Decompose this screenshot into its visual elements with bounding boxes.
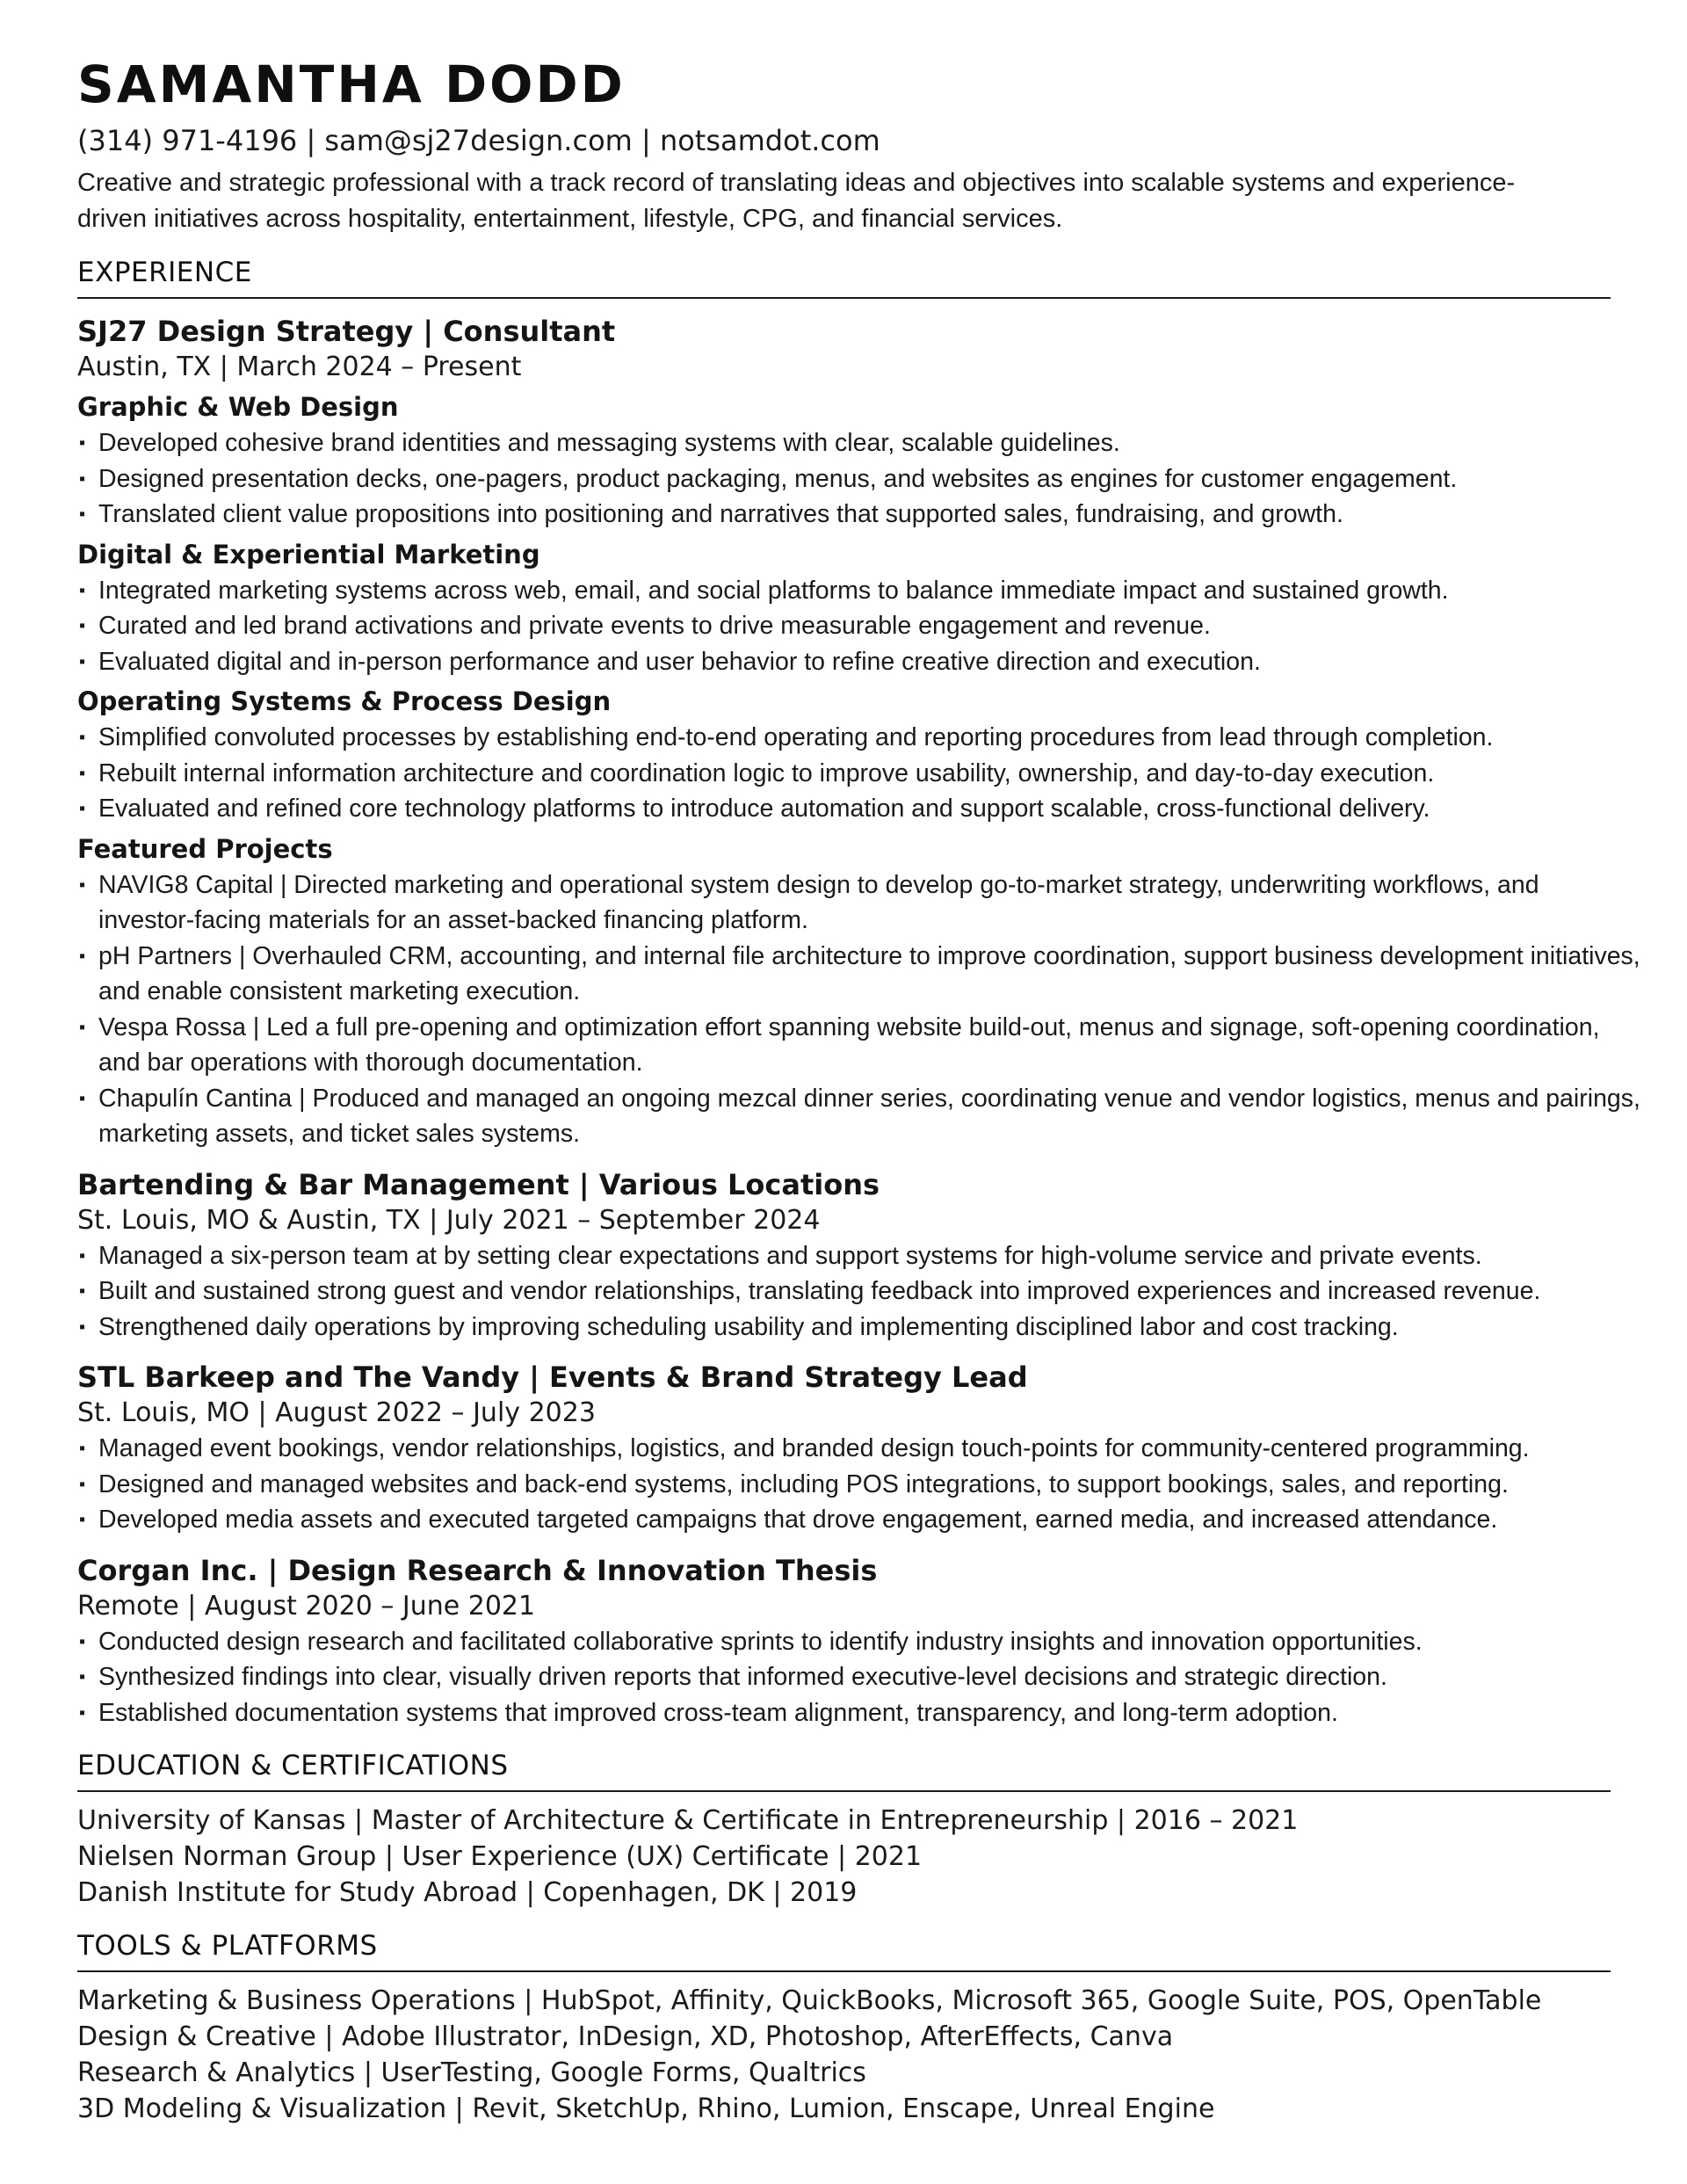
education-heading: EDUCATION & CERTIFICATIONS (77, 1746, 1611, 1792)
contact-line: (314) 971-4196 | sam@sj27design.com | notsamdot.com (77, 124, 880, 157)
bullet-list (77, 720, 1617, 827)
bullet-text: Conducted design research and facilitated collaborative sprints to identify industry insights and innovation opportunities. (98, 1627, 1423, 1656)
education-entry: Danish Institute for Study Abroad | Copenhagen, DK | 2019 (77, 1877, 858, 1908)
bullet-icon: ▪ (79, 1510, 86, 1529)
bullet-text: Chapulín Cantina | Produced and managed an ongoing mezcal dinner series, coordinating venue and vendor logistics, menus and pairings, marketing assets, and ticket sales systems. (98, 1084, 1640, 1148)
bullet-item (77, 1238, 1640, 1274)
bullet-icon: ▪ (79, 1631, 86, 1651)
job-location-dates: St. Louis, MO & Austin, TX | July 2021 – September 2024 (77, 1204, 821, 1236)
education-entry: Nielsen Norman Group | User Experience (UX) Certificate | 2021 (77, 1841, 923, 1872)
bullet-text: Developed cohesive brand identities and messaging systems with clear, scalable guidelines. (98, 429, 1120, 457)
job-subsection-title: Featured Projects (77, 833, 333, 864)
tools-entry: Marketing & Business Operations | HubSpot, Affinity, QuickBooks, Microsoft 365, Google Suite, POS, OpenTable (77, 1985, 1542, 2016)
bullet-item (77, 608, 1640, 644)
tools-heading: TOOLS & PLATFORMS (77, 1926, 1611, 1972)
bullet-item (77, 425, 1640, 461)
job-entry (77, 1552, 1617, 1731)
job-entry (77, 1166, 1617, 1346)
bullet-text: Built and sustained strong guest and vendor relationships, translating feedback into improved experiences and increased revenue. (98, 1277, 1541, 1305)
job-location-dates: Remote | August 2020 – June 2021 (77, 1590, 536, 1622)
bullet-icon: ▪ (79, 1702, 86, 1723)
job-subsection-title: Digital & Experiential Marketing (77, 539, 540, 570)
professional-summary: Creative and strategic professional with a track record of translating ideas and objectives into scalable systems and experience-driven initiatives across hospitality, entertainment, lifestyle, CPG, and financial services. (77, 169, 1516, 233)
bullet-icon: ▪ (79, 651, 86, 671)
bullet-item (77, 1310, 1640, 1346)
bullet-item (77, 461, 1640, 497)
bullet-text: Strengthened daily operations by improving scheduling usability and implementing disciplined labor and cost tracking. (98, 1312, 1399, 1341)
bullet-item (77, 720, 1640, 756)
job-title: Bartending & Bar Management | Various Locations (77, 1167, 880, 1201)
bullet-icon: ▪ (79, 1474, 86, 1494)
tools-entry: Design & Creative | Adobe Illustrator, InDesign, XD, Photoshop, AfterEffects, Canva (77, 2021, 1174, 2052)
bullet-icon: ▪ (79, 468, 86, 489)
experience-heading: EXPERIENCE (77, 253, 1611, 299)
bullet-list (77, 573, 1617, 680)
bullet-item (77, 1081, 1640, 1152)
bullet-item (77, 497, 1640, 533)
bullet-icon: ▪ (79, 799, 86, 818)
bullet-item (77, 1659, 1640, 1695)
bullet-list (77, 867, 1640, 1152)
job-subsection-title: Operating Systems & Process Design (77, 686, 612, 716)
bullet-item (77, 1695, 1640, 1731)
education-entry: University of Kansas | Master of Architecture & Certificate in Entrepreneurship | 2016 – 2021 (77, 1805, 1299, 1836)
bullet-icon: ▪ (79, 580, 86, 600)
bullet-text: Vespa Rossa | Led a full pre-opening and optimization effort spanning website build-out, menus and signage, soft-opening coordination, and bar operations with thorough documentation. (98, 1012, 1600, 1077)
bullet-item (77, 1624, 1640, 1660)
bullet-icon: ▪ (79, 1017, 86, 1037)
bullet-icon: ▪ (79, 1245, 86, 1266)
bullet-item (77, 1502, 1640, 1538)
bullet-item (77, 1431, 1640, 1467)
bullet-text: Curated and led brand activations and private events to drive measurable engagement and revenue. (98, 612, 1211, 640)
job-title: STL Barkeep and The Vandy | Events & Brand Strategy Lead (77, 1360, 1028, 1394)
job-title: SJ27 Design Strategy | Consultant (77, 315, 616, 348)
bullet-icon: ▪ (79, 1667, 86, 1687)
bullet-text: Established documentation systems that improved cross-team alignment, transparency, and long-term adoption. (98, 1698, 1338, 1727)
job-location-dates: St. Louis, MO | August 2022 – July 2023 (77, 1397, 596, 1428)
bullet-text: Integrated marketing systems across web, email, and social platforms to balance immediate impact and sustained growth. (98, 576, 1449, 605)
bullet-icon: ▪ (79, 616, 86, 635)
bullet-text: pH Partners | Overhauled CRM, accounting, and internal file architecture to improve coordination, support business development initiatives, and enable consistent marketing execution. (98, 941, 1640, 1005)
bullet-item (77, 756, 1640, 792)
bullet-item (77, 1010, 1640, 1081)
job-entry (77, 313, 1640, 1152)
bullet-icon: ▪ (79, 763, 86, 783)
bullet-icon: ▪ (79, 1439, 86, 1458)
bullet-icon: ▪ (79, 1281, 86, 1301)
bullet-icon: ▪ (79, 1088, 86, 1108)
bullet-item (77, 644, 1640, 680)
bullet-text: Developed media assets and executed targeted campaigns that drove engagement, earned media, and increased attendance. (98, 1506, 1498, 1534)
tools-entry: Research & Analytics | UserTesting, Google Forms, Qualtrics (77, 2057, 866, 2088)
bullet-item (77, 1467, 1640, 1503)
job-location-dates: Austin, TX | March 2024 – Present (77, 352, 522, 382)
bullet-list (77, 1624, 1617, 1731)
job-title: Corgan Inc. | Design Research & Innovation Thesis (77, 1553, 878, 1587)
bullet-text: Rebuilt internal information architecture and coordination logic to improve usability, ownership, and day-to-day execution. (98, 758, 1435, 787)
bullet-list (77, 1431, 1617, 1538)
candidate-name: SAMANTHA DODD (77, 54, 626, 114)
bullet-list (77, 425, 1617, 533)
bullet-icon: ▪ (79, 728, 86, 747)
bullet-icon: ▪ (79, 504, 86, 524)
bullet-text: Simplified convoluted processes by establishing end-to-end operating and reporting procedures from lead through completion. (98, 723, 1494, 751)
bullet-text: Evaluated digital and in-person performance and user behavior to refine creative direction and execution. (98, 647, 1261, 676)
bullet-item (77, 791, 1640, 827)
bullet-text: Designed and managed websites and back-end systems, including POS integrations, to support bookings, sales, and reporting. (98, 1469, 1509, 1498)
bullet-icon: ▪ (79, 874, 86, 895)
bullet-text: Translated client value propositions into positioning and narratives that supported sales, fundraising, and growth. (98, 500, 1343, 528)
bullet-text: NAVIG8 Capital | Directed marketing and operational system design to develop go-to-market strategy, underwriting workflows, and investor-facing materials for an asset-backed financing platform. (98, 870, 1539, 934)
bullet-item (77, 1273, 1640, 1310)
job-entry (77, 1359, 1617, 1538)
bullet-text: Managed event bookings, vendor relationships, logistics, and branded design touch-points for community-centered programming. (98, 1434, 1530, 1462)
bullet-item (77, 867, 1640, 939)
bullet-icon: ▪ (79, 1317, 86, 1337)
bullet-icon: ▪ (79, 433, 86, 453)
bullet-item (77, 939, 1640, 1010)
bullet-item (77, 573, 1640, 609)
bullet-text: Evaluated and refined core technology platforms to introduce automation and support scalable, cross-functional delivery. (98, 795, 1430, 823)
education-list (77, 1803, 1617, 1911)
bullet-text: Designed presentation decks, one-pagers, product packaging, menus, and websites as engines for customer engagement. (98, 464, 1458, 493)
bullet-list (77, 1238, 1617, 1346)
bullet-text: Synthesized findings into clear, visually driven reports that informed executive-level decisions and strategic direction. (98, 1663, 1387, 1691)
tools-entry: 3D Modeling & Visualization | Revit, SketchUp, Rhino, Lumion, Enscape, Unreal Engine (77, 2093, 1215, 2124)
bullet-text: Managed a six-person team at by setting clear expectations and support systems for high-volume service and private events. (98, 1241, 1482, 1270)
job-subsection-title: Graphic & Web Design (77, 392, 399, 422)
bullet-icon: ▪ (79, 946, 86, 966)
tools-list (77, 1983, 1617, 2127)
